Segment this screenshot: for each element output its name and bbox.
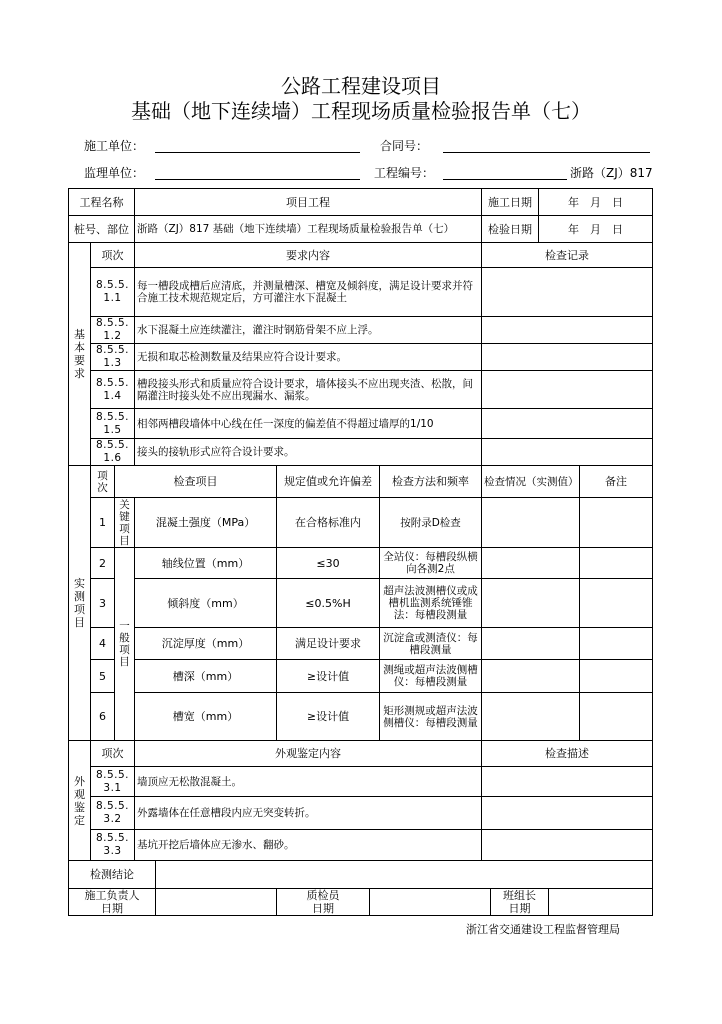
measured-row-method: 测绳或超声法波侧槽仪：每槽段测量 xyxy=(380,660,482,693)
basic-row-text: 每一槽段成槽后应清底，并测量槽深、槽宽及倾斜度，满足设计要求并符合施工技术规范规定后，方可灌注水下混凝土 xyxy=(135,268,482,317)
measured-col-check-item: 检查项目 xyxy=(115,466,277,498)
measured-row-status[interactable] xyxy=(482,660,580,693)
conclusion-label: 检测结论 xyxy=(69,861,156,889)
measured-row-method: 沉淀盒或测渣仪：每槽段测量 xyxy=(380,628,482,660)
measured-row-note[interactable] xyxy=(580,498,653,548)
construction-lead-label: 施工负责人 xyxy=(84,889,140,902)
basic-col-record: 检查记录 xyxy=(482,243,653,268)
measured-row-note[interactable] xyxy=(580,628,653,660)
measured-col-note: 备注 xyxy=(580,466,653,498)
appearance-row-text: 基坑开挖后墙体应无渗水、翻砂。 xyxy=(135,830,482,861)
appearance-row-text: 墙顶应无松散混凝土。 xyxy=(135,767,482,797)
measured-col-item: 项次 xyxy=(91,466,115,498)
construction-lead-sign-field[interactable] xyxy=(156,889,277,916)
basic-row-text: 槽段接头形式和质量应符合设计要求，墙体接头不应出现夹渣、松散，间隔灌注时接头处不应出现漏水、漏浆。 xyxy=(135,371,482,409)
measured-row-status[interactable] xyxy=(482,498,580,548)
measured-row-status[interactable] xyxy=(482,548,580,579)
appearance-section-label xyxy=(69,741,91,861)
measured-row-no: 3 xyxy=(91,579,115,628)
measured-row-item: 混凝土强度（MPa） xyxy=(135,498,277,548)
qc-label: 质检员 xyxy=(306,889,340,902)
construction-date-label: 施工日期 xyxy=(482,189,539,216)
project-no-label: 工程编号： xyxy=(374,166,435,180)
basic-row-code: 8.5.5.1.5 xyxy=(91,409,135,439)
measured-row-spec: ≤0.5%H xyxy=(277,579,380,628)
qc-date-label: 日期 xyxy=(312,902,334,915)
construction-unit-label: 施工单位： xyxy=(84,139,145,153)
appearance-row-code: 8.5.5.3.2 xyxy=(91,797,135,830)
project-name-label: 工程名称 xyxy=(69,189,135,216)
measured-row-item: 倾斜度（mm） xyxy=(135,579,277,628)
page-title-line2: 基础（地下连续墙）工程现场质量检验报告单（七） xyxy=(131,99,591,123)
basic-row-text: 相邻两槽段墙体中心线在任一深度的偏差值不得超过墙厚的1/10 xyxy=(135,409,482,439)
key-item-label xyxy=(115,498,135,548)
basic-row-record[interactable] xyxy=(482,371,653,409)
measured-row-status[interactable] xyxy=(482,579,580,628)
measured-row-method: 超声法波测槽仪或成槽机监测系统锤锥法：每槽段测量 xyxy=(380,579,482,628)
basic-row-text: 无损和取芯检测数量及结果应符合设计要求。 xyxy=(135,344,482,371)
measured-row-method: 全站仪：每槽段纵横向各测2点 xyxy=(380,548,482,579)
measured-row-method: 矩形测规或超声法波侧槽仪：每槽段测量 xyxy=(380,693,482,741)
construction-date-value[interactable]: 年 月 日 xyxy=(539,189,653,216)
basic-row-record[interactable] xyxy=(482,268,653,317)
measured-row-item: 槽宽（mm） xyxy=(135,693,277,741)
appearance-col-item: 项次 xyxy=(91,741,135,767)
measured-row-status[interactable] xyxy=(482,628,580,660)
basic-col-item: 项次 xyxy=(91,243,135,268)
construction-lead-sign-label xyxy=(69,889,156,916)
measured-row-spec: ≥设计值 xyxy=(277,693,380,741)
form-code: 浙路（ZJ）817 xyxy=(570,166,653,180)
measured-row-spec: ≥设计值 xyxy=(277,660,380,693)
appearance-section-label-text: 外观鉴定 xyxy=(74,774,85,827)
measured-col-status: 检查情况（实测值） xyxy=(482,466,580,498)
measured-row-no: 6 xyxy=(91,693,115,741)
team-lead-label: 班组长 xyxy=(503,889,536,902)
measured-col-spec: 规定值或允许偏差 xyxy=(277,466,380,498)
measured-row-item: 轴线位置（mm） xyxy=(135,548,277,579)
general-item-label-text: 一般项目 xyxy=(119,620,130,668)
measured-row-spec: 在合格标准内 xyxy=(277,498,380,548)
qc-sign-field[interactable] xyxy=(370,889,491,916)
measured-row-item: 沉淀厚度（mm） xyxy=(135,628,277,660)
team-lead-date-label: 日期 xyxy=(508,902,531,915)
measured-row-note[interactable] xyxy=(580,548,653,579)
appearance-col-content: 外观鉴定内容 xyxy=(135,741,482,767)
footer-issuer: 浙江省交通建设工程监督管理局 xyxy=(466,923,620,936)
basic-row-record[interactable] xyxy=(482,409,653,439)
conclusion-value[interactable] xyxy=(156,861,653,889)
basic-row-code: 8.5.5.1.6 xyxy=(91,439,135,466)
measured-row-note[interactable] xyxy=(580,579,653,628)
station-label: 桩号、部位 xyxy=(69,216,135,243)
basic-row-text: 水下混凝土应连续灌注，灌注时钢筋骨架不应上浮。 xyxy=(135,317,482,344)
basic-row-code: 8.5.5.1.4 xyxy=(91,371,135,409)
team-lead-sign-field[interactable] xyxy=(549,889,653,916)
construction-unit-field[interactable] xyxy=(155,152,360,153)
general-item-label xyxy=(115,548,135,741)
inspection-date-value[interactable]: 年 月 日 xyxy=(539,216,653,243)
appearance-row-desc[interactable] xyxy=(482,830,653,861)
appearance-row-text: 外露墙体在任意槽段内应无突变转折。 xyxy=(135,797,482,830)
basic-row-code: 8.5.5.1.1 xyxy=(91,268,135,317)
supervision-unit-field[interactable] xyxy=(155,179,360,180)
inspection-report-table xyxy=(68,188,653,889)
contract-no-field[interactable] xyxy=(443,152,650,153)
basic-row-record[interactable] xyxy=(482,439,653,466)
appearance-row-desc[interactable] xyxy=(482,797,653,830)
basic-row-text: 接头的接轨形式应符合设计要求。 xyxy=(135,439,482,466)
project-name-value[interactable]: 项目工程 xyxy=(135,189,482,216)
measured-row-no: 2 xyxy=(91,548,115,579)
signature-table xyxy=(68,888,653,916)
basic-row-code: 8.5.5.1.2 xyxy=(91,317,135,344)
key-item-label-text: 关键项目 xyxy=(119,498,130,547)
team-lead-sign-label xyxy=(491,889,549,916)
measured-row-no: 1 xyxy=(91,498,115,548)
measured-row-method: 按附录D检查 xyxy=(380,498,482,548)
supervision-unit-label: 监理单位： xyxy=(84,166,145,180)
measured-section-label-text: 实测项目 xyxy=(74,577,85,629)
basic-col-requirement: 要求内容 xyxy=(135,243,482,268)
measured-row-note[interactable] xyxy=(580,660,653,693)
basic-row-record[interactable] xyxy=(482,317,653,344)
measured-row-no: 5 xyxy=(91,660,115,693)
appearance-row-code: 8.5.5.3.3 xyxy=(91,830,135,861)
basic-section-label xyxy=(69,243,91,466)
measured-col-method: 检查方法和频率 xyxy=(380,466,482,498)
inspection-date-label: 检验日期 xyxy=(482,216,539,243)
measured-row-status[interactable] xyxy=(482,693,580,741)
basic-section-label-text: 基本要求 xyxy=(74,328,85,380)
station-value[interactable]: 浙路（ZJ）817 基础（地下连续墙）工程现场质量检验报告单（七） xyxy=(135,216,482,243)
qc-sign-label xyxy=(277,889,370,916)
appearance-row-code: 8.5.5.3.1 xyxy=(91,767,135,797)
project-no-field[interactable] xyxy=(443,179,567,180)
appearance-col-desc: 检查描述 xyxy=(482,741,653,767)
measured-row-item: 槽深（mm） xyxy=(135,660,277,693)
contract-no-label: 合同号： xyxy=(380,139,429,153)
measured-section-label xyxy=(69,466,91,741)
measured-row-no: 4 xyxy=(91,628,115,660)
measured-row-note[interactable] xyxy=(580,693,653,741)
page-title-line1: 公路工程建设项目 xyxy=(281,74,441,98)
measured-row-spec: ≤30 xyxy=(277,548,380,579)
construction-lead-date-label: 日期 xyxy=(101,902,123,915)
measured-row-spec: 满足设计要求 xyxy=(277,628,380,660)
basic-row-code: 8.5.5.1.3 xyxy=(91,344,135,371)
appearance-row-desc[interactable] xyxy=(482,767,653,797)
basic-row-record[interactable] xyxy=(482,344,653,371)
